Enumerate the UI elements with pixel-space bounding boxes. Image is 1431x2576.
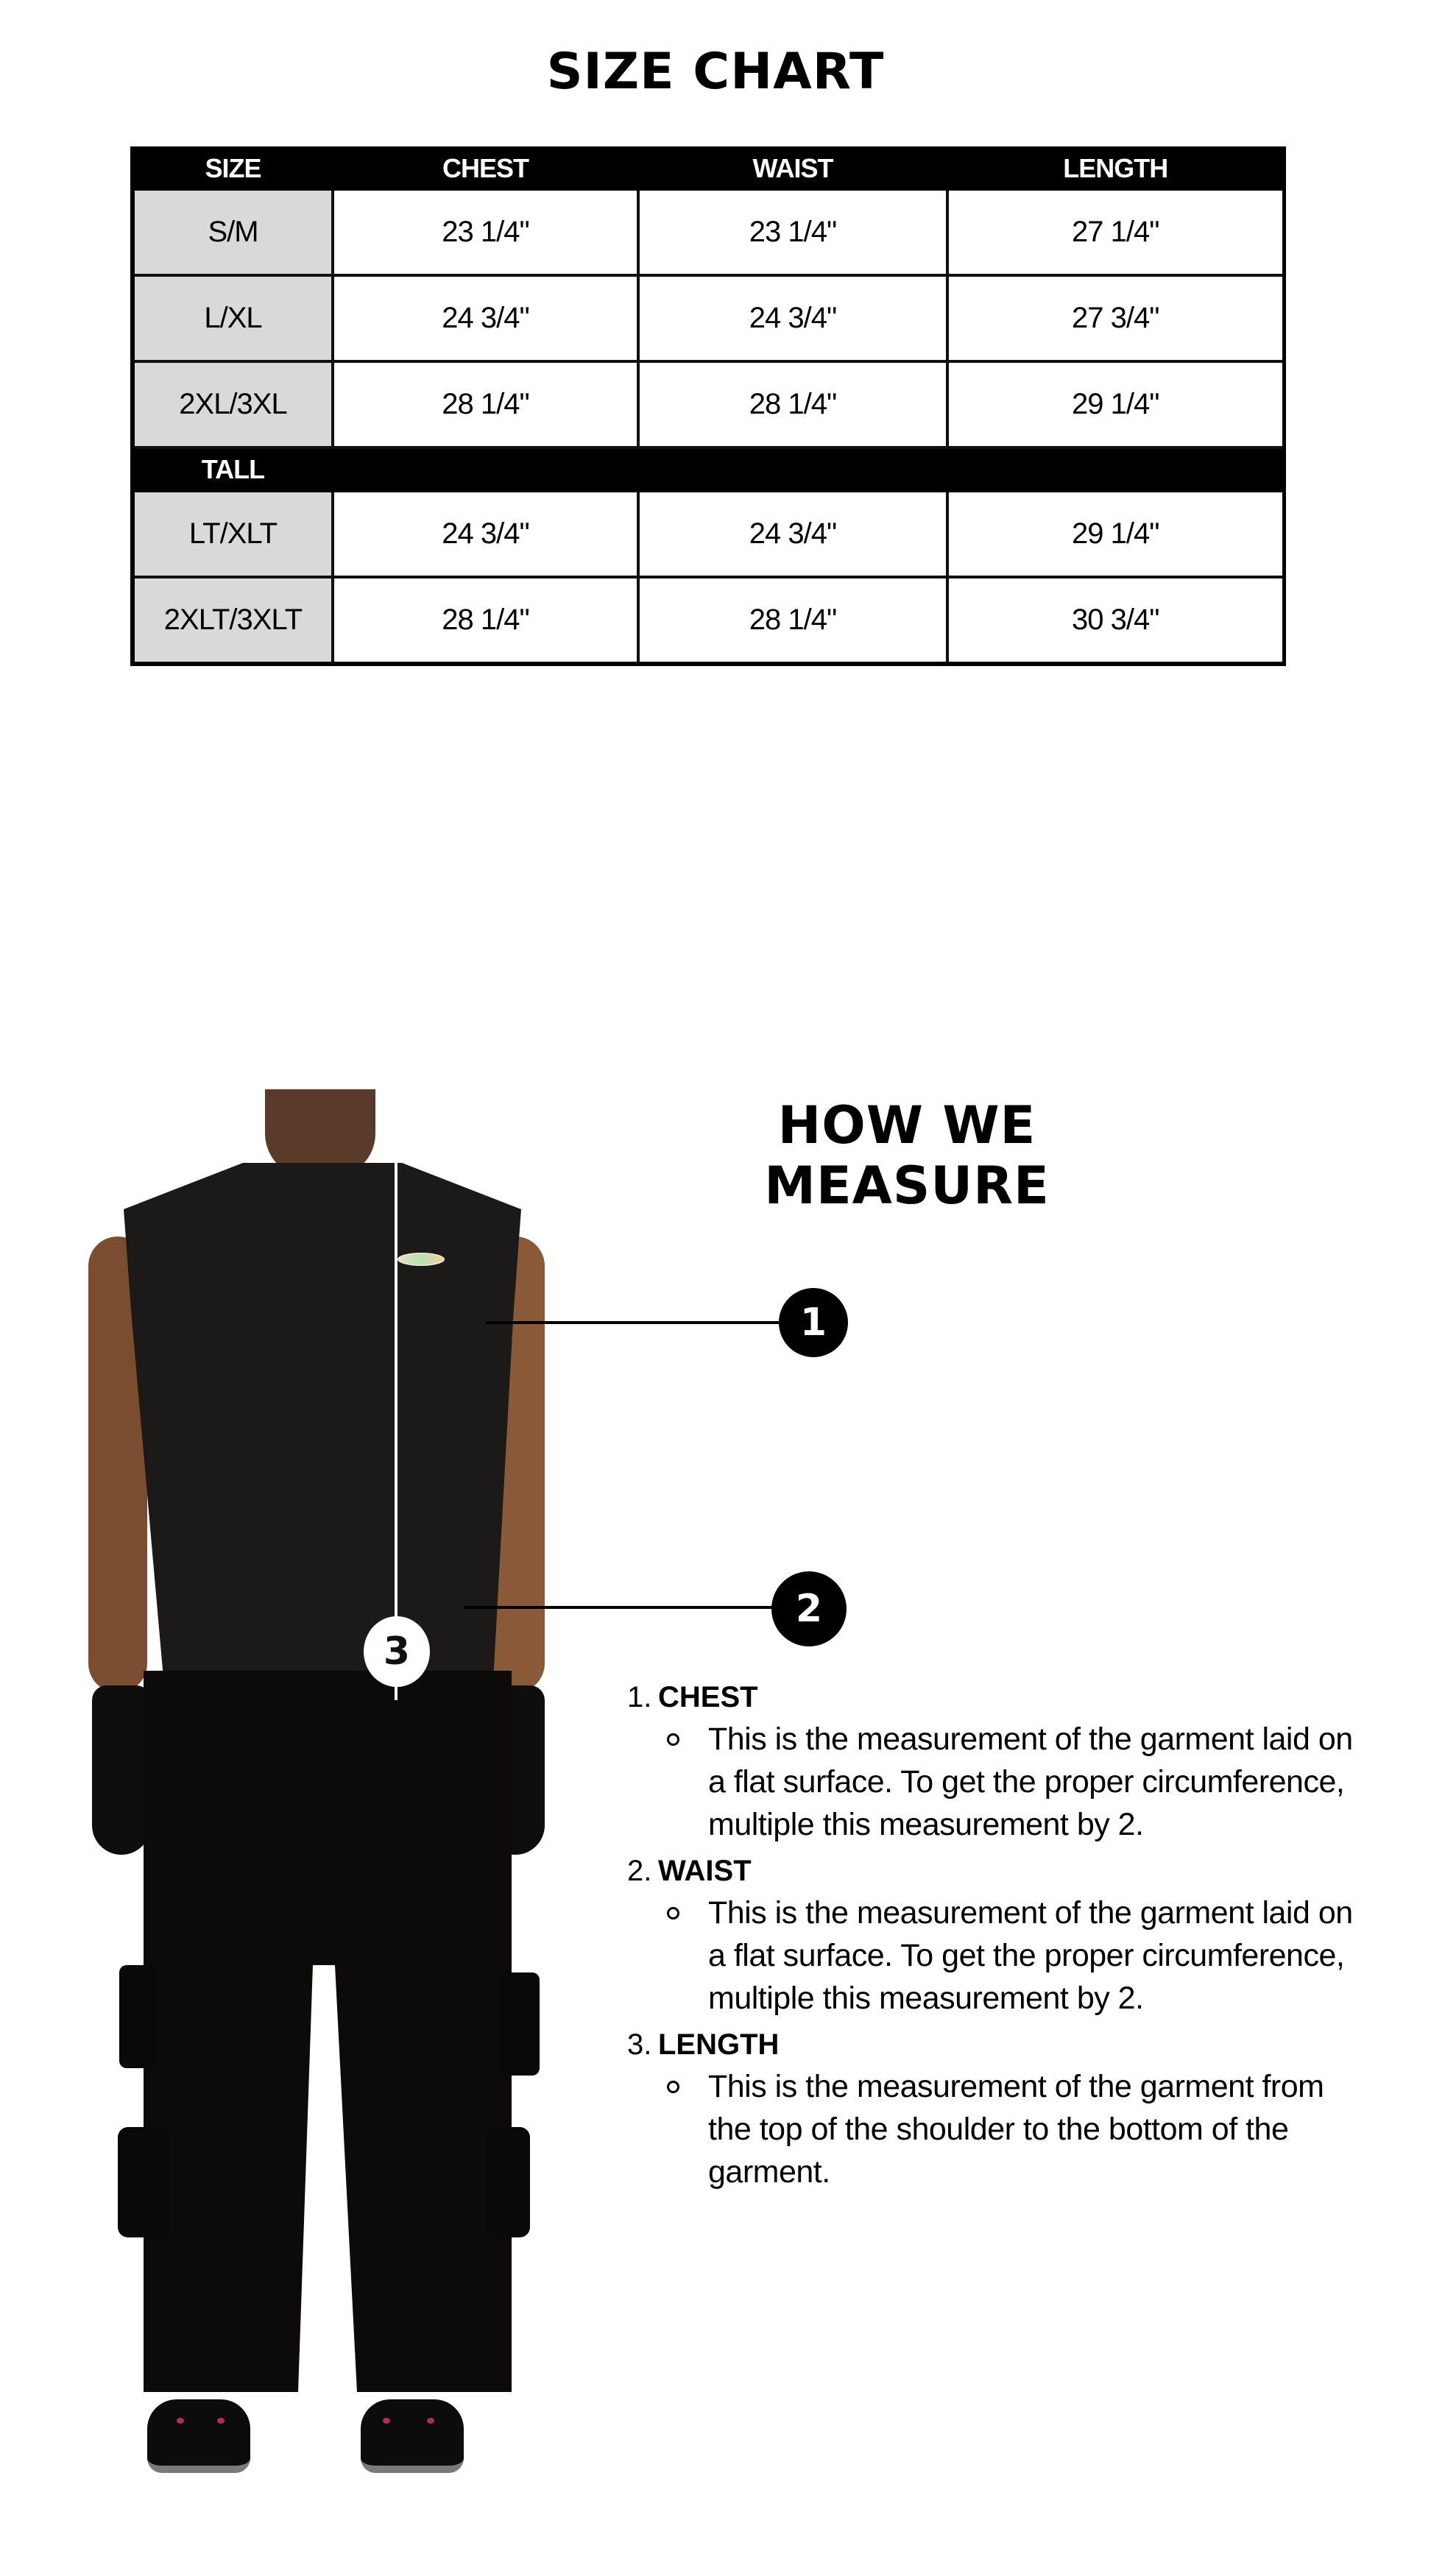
- length-cell: 30 3/4": [947, 577, 1284, 664]
- waist-cell: 23 1/4": [638, 189, 947, 275]
- waist-marker-icon: 2: [771, 1571, 847, 1646]
- model-pants: [144, 1671, 512, 2407]
- table-header-row: [132, 148, 1284, 189]
- instruction-item-length: [627, 2024, 1422, 2193]
- section-spacer: [638, 447, 947, 491]
- size-cell: S/M: [132, 189, 333, 275]
- column-header-size: SIZE: [132, 148, 333, 189]
- size-cell: 2XL/3XL: [132, 361, 333, 447]
- instruction-body: [627, 1892, 1356, 2020]
- cargo-pocket-right-lower: [486, 2127, 530, 2237]
- shoe-accent-icon: [383, 2418, 390, 2424]
- chest-cell: 24 3/4": [333, 275, 638, 361]
- waist-cell: 28 1/4": [638, 361, 947, 447]
- size-chart-title: SIZE CHART: [546, 43, 885, 101]
- shoe-accent-icon: [177, 2418, 184, 2424]
- measurement-instructions: [627, 1677, 1422, 2198]
- instruction-heading: [627, 1677, 1422, 1718]
- instruction-description: This is the measurement of the garment laid on a flat surface. To get the proper circumference, multiple this measurement by 2.: [708, 1722, 1353, 1842]
- size-cell: 2XLT/3XLT: [132, 577, 333, 664]
- tall-section-row: [132, 447, 1284, 491]
- cargo-pocket-left-lower: [118, 2127, 169, 2237]
- waist-cell: 28 1/4": [638, 577, 947, 664]
- table-row: [132, 491, 1284, 577]
- section-spacer: [947, 447, 1284, 491]
- chest-cell: 24 3/4": [333, 491, 638, 577]
- column-header-waist: WAIST: [638, 148, 947, 189]
- length-marker-icon: 3: [364, 1616, 430, 1687]
- instruction-body: [627, 1718, 1356, 1846]
- table-row: [132, 361, 1284, 447]
- cargo-pocket-right-upper: [497, 1972, 540, 2076]
- instruction-body: [627, 2065, 1356, 2193]
- instruction-description: This is the measurement of the garment laid on a flat surface. To get the proper circumference, multiple this measurement by 2.: [708, 1895, 1353, 2016]
- instruction-heading: [627, 2024, 1422, 2065]
- instruction-description: This is the measurement of the garment from the top of the shoulder to the bottom of the garment.: [708, 2069, 1324, 2190]
- hollow-bullet-icon: [667, 1733, 679, 1746]
- model-shirt: [124, 1163, 521, 1678]
- how-we-measure-title: HOW WE MEASURE: [764, 1095, 1050, 1216]
- size-chart-table: [130, 146, 1286, 666]
- size-cell: LT/XLT: [132, 491, 333, 577]
- model-left-glove: [92, 1685, 151, 1855]
- instruction-number: 1.: [627, 1681, 652, 1713]
- length-cell: 27 3/4": [947, 275, 1284, 361]
- instruction-number: 2.: [627, 1855, 652, 1887]
- cargo-pocket-left-upper: [119, 1965, 156, 2068]
- shoe-accent-icon: [217, 2418, 225, 2424]
- table-row: [132, 275, 1284, 361]
- size-cell: L/XL: [132, 275, 333, 361]
- chest-guide-line: [486, 1321, 795, 1324]
- hollow-bullet-icon: [667, 2081, 679, 2093]
- instruction-label: WAIST: [658, 1855, 752, 1887]
- tall-section-label: TALL: [132, 447, 333, 491]
- column-header-chest: CHEST: [333, 148, 638, 189]
- hollow-bullet-icon: [667, 1907, 679, 1919]
- model-left-shoe: [147, 2399, 250, 2473]
- length-cell: 29 1/4": [947, 491, 1284, 577]
- chest-cell: 23 1/4": [333, 189, 638, 275]
- table-row: [132, 577, 1284, 664]
- waist-guide-line: [464, 1606, 788, 1609]
- instruction-item-chest: [627, 1677, 1422, 1846]
- length-cell: 29 1/4": [947, 361, 1284, 447]
- length-cell: 27 1/4": [947, 189, 1284, 275]
- instruction-label: LENGTH: [658, 2028, 780, 2061]
- instruction-label: CHEST: [658, 1681, 758, 1713]
- instruction-item-waist: [627, 1850, 1422, 2020]
- column-header-length: LENGTH: [947, 148, 1284, 189]
- waist-cell: 24 3/4": [638, 275, 947, 361]
- model-right-shoe: [361, 2399, 464, 2473]
- table-row: [132, 189, 1284, 275]
- instruction-heading: [627, 1850, 1422, 1892]
- shoe-accent-icon: [427, 2418, 434, 2424]
- waist-cell: 24 3/4": [638, 491, 947, 577]
- chest-cell: 28 1/4": [333, 577, 638, 664]
- section-spacer: [333, 447, 638, 491]
- instruction-number: 3.: [627, 2028, 652, 2061]
- chest-logo-badge: [398, 1253, 445, 1266]
- chest-marker-icon: 1: [779, 1288, 848, 1357]
- chest-cell: 28 1/4": [333, 361, 638, 447]
